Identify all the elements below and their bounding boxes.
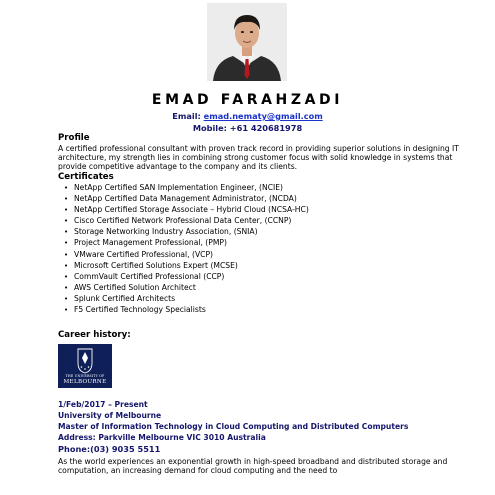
certificate-item: • CommVault Certified Professional (CCP) <box>58 271 309 282</box>
email-link[interactable]: emad.nematy@gmail.com <box>203 111 323 121</box>
career-phone <box>58 444 160 454</box>
profile-text: A certified professional consultant with proven track record in providing superior solutions in designing IT architecture, my strength lies in combining strong customer focus with solid knowledge in systems that provide competitive advantage to the company and its clients. <box>58 144 459 172</box>
career-institution: University of Melbourne <box>58 411 162 420</box>
bullet-icon: • <box>64 217 69 226</box>
phone-number: (03) 9035 5511 <box>90 444 161 454</box>
email-line <box>0 111 495 121</box>
phone-label: Phone: <box>58 444 91 454</box>
bullet-icon: • <box>64 228 69 237</box>
mobile-label: Mobile: <box>192 123 227 133</box>
bullet-icon: • <box>64 184 69 192</box>
career-address: Address: Parkville Melbourne VIC 3010 Australia <box>58 433 266 442</box>
bullet-icon: • <box>64 261 69 270</box>
email-label: Email: <box>172 111 201 121</box>
career-degree: Master of Information Technology in Cloud Computing and Distributed Computers <box>58 422 409 431</box>
certificate-item: • VMware Certified Professional, (VCP) <box>58 249 309 260</box>
bullet-icon: • <box>64 272 69 281</box>
career-heading: Career history: <box>58 330 131 340</box>
bullet-icon: • <box>64 239 69 248</box>
certificate-item: • Microsoft Certified Solutions Expert (MCSE) <box>58 260 309 271</box>
mobile-number: +61 420681978 <box>229 123 303 133</box>
profile-photo <box>207 3 287 81</box>
certificate-item: • NetApp Certified Storage Associate – Hybrid Cloud (NCSA-HC) <box>58 204 309 215</box>
bullet-icon: • <box>64 206 69 215</box>
career-description: As the world experiences an exponential growth in high-speed broadband and distributed storage and computation, an increasing demand for cloud computing and the need to <box>58 457 448 476</box>
certificate-item: • NetApp Certified SAN Implementation Engineer, (NCIE) <box>58 182 309 193</box>
profile-heading: Profile <box>58 133 90 143</box>
mobile-line <box>0 123 495 133</box>
logo-line-1: THE UNIVERSITY OF <box>65 374 105 378</box>
bullet-icon: • <box>64 306 69 315</box>
university-logo <box>58 344 112 388</box>
logo-line-2: MELBOURNE <box>63 379 107 385</box>
portrait-image <box>207 3 287 81</box>
bullet-icon: • <box>64 250 69 259</box>
certificate-item: • Project Management Professional, (PMP) <box>58 237 309 248</box>
certificate-item: • AWS Certified Solution Architect <box>58 282 309 293</box>
bullet-icon: • <box>64 283 69 292</box>
certificate-item: • Splunk Certified Architects <box>58 293 309 304</box>
certificate-item: • Storage Networking Industry Association, (SNIA) <box>58 226 309 237</box>
certificate-item: • Cisco Certified Network Professional Data Center, (CCNP) <box>58 215 309 226</box>
career-date: 1/Feb/2017 – Present <box>58 400 148 409</box>
certificate-item: • F5 Certified Technology Specialists <box>58 304 309 315</box>
certificate-list <box>58 182 309 315</box>
certificate-item: • NetApp Certified Data Management Administrator, (NCDA) <box>58 193 309 204</box>
candidate-name: EMAD FARAHZADI <box>151 92 344 108</box>
bullet-icon: • <box>64 195 69 204</box>
certificates-heading: Certificates <box>58 172 114 182</box>
bullet-icon: • <box>64 294 69 303</box>
